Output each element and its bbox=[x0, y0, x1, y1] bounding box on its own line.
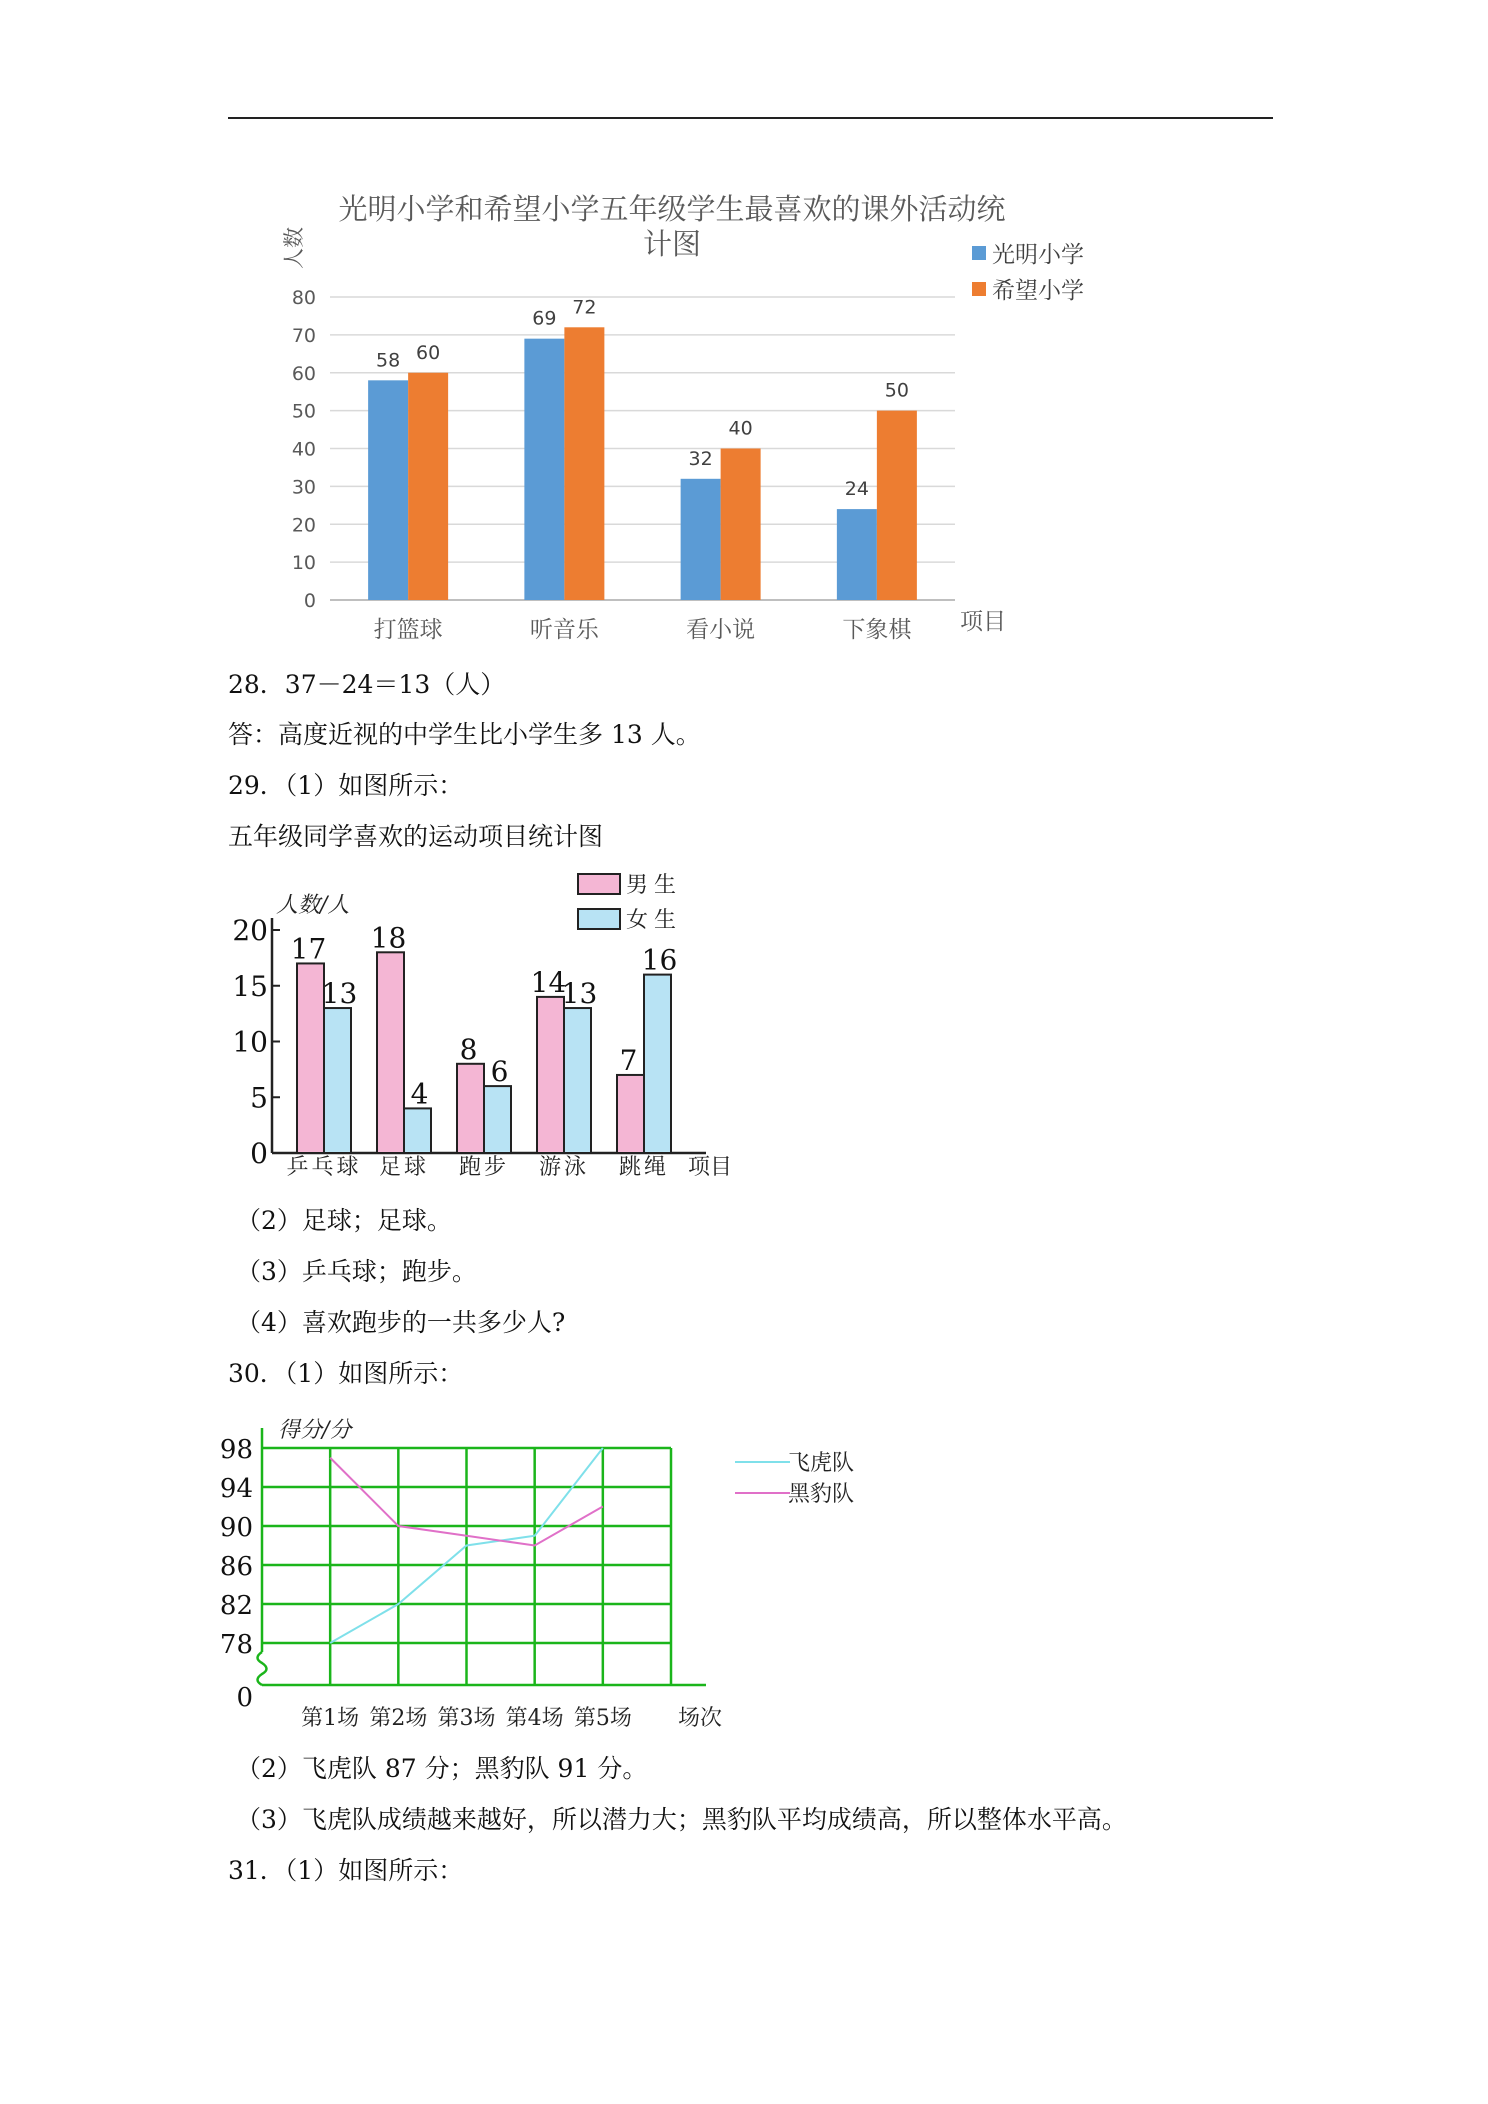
q30-part2: （2）飞虎队 87 分；黑豹队 91 分。 bbox=[236, 1754, 648, 1783]
q30-part3: （3）飞虎队成绩越来越好，所以潜力大；黑豹队平均成绩高，所以整体水平高。 bbox=[236, 1805, 1127, 1834]
chart3-category-label: 第4场 bbox=[505, 1706, 564, 1731]
chart1-legend-label: 光明小学 bbox=[992, 242, 1084, 268]
chart2-data-label: 7 bbox=[619, 1043, 638, 1077]
chart3-legend-label: 黑豹队 bbox=[788, 1482, 855, 1507]
chart2-ylabel: 人数/人 bbox=[276, 893, 350, 918]
chart1-data-label: 50 bbox=[884, 379, 909, 402]
chart2-data-label: 8 bbox=[459, 1032, 478, 1066]
chart1-ytick-label: 40 bbox=[291, 438, 316, 461]
chart1-data-label: 24 bbox=[844, 478, 869, 501]
chart2-ytick-label: 20 bbox=[232, 914, 268, 947]
chart1-ytick-label: 30 bbox=[291, 476, 316, 499]
chart3-xlabel: 场次 bbox=[678, 1706, 723, 1731]
chart3-ytick-label: 82 bbox=[219, 1591, 253, 1621]
chart2-ytick-label: 10 bbox=[232, 1025, 268, 1059]
q28-answer: 答：高度近视的中学生比小学生多 13 人。 bbox=[228, 720, 701, 749]
chart3-ytick-label: 98 bbox=[219, 1435, 253, 1465]
chart1-category-label: 听音乐 bbox=[529, 617, 599, 643]
chart3-category-label: 第5场 bbox=[573, 1706, 632, 1731]
chart2-data-label: 4 bbox=[410, 1077, 429, 1111]
chart2-category-label: 乒乓球 bbox=[286, 1155, 362, 1180]
chart3-category-label: 第3场 bbox=[437, 1706, 496, 1731]
chart3-ytick-label: 86 bbox=[219, 1552, 253, 1582]
chart2-data-label: 18 bbox=[370, 921, 407, 955]
chart2-ytick-label: 15 bbox=[232, 969, 268, 1003]
chart2-legend-label: 女生 bbox=[626, 908, 683, 933]
chart3-ylabel: 得分/分 bbox=[278, 1418, 352, 1443]
chart1-ytick-label: 50 bbox=[291, 400, 316, 423]
chart3-legend-label: 飞虎队 bbox=[788, 1451, 855, 1476]
chart1-ytick-label: 60 bbox=[291, 362, 316, 385]
q29-part1: 29．（1）如图所示： bbox=[228, 771, 464, 800]
chart1-title-line2: 计图 bbox=[642, 227, 702, 261]
chart1-category-label: 下象棋 bbox=[842, 617, 912, 643]
chart1-category-label: 看小说 bbox=[686, 617, 756, 643]
chart2-data-label: 6 bbox=[490, 1055, 509, 1089]
chart2-ytick-label: 0 bbox=[250, 1137, 268, 1170]
chart2-category-label: 游泳 bbox=[538, 1155, 590, 1180]
chart2-category-label: 足球 bbox=[378, 1155, 430, 1180]
chart1-data-label: 32 bbox=[688, 447, 713, 470]
chart1-ylabel: 人数 bbox=[282, 227, 306, 269]
chart1-title-line1: 光明小学和希望小学五年级学生最喜欢的课外活动统 bbox=[338, 192, 1006, 226]
chart2-data-label: 17 bbox=[290, 932, 327, 966]
chart3-category-label: 第1场 bbox=[301, 1706, 360, 1731]
q28-line: 28．37－24＝13（人） bbox=[228, 670, 506, 699]
chart2-data-label: 13 bbox=[321, 977, 358, 1011]
chart1-ytick-label: 80 bbox=[291, 287, 316, 309]
chart3-ytick-label: 0 bbox=[236, 1683, 253, 1713]
chart3-category-label: 第2场 bbox=[369, 1706, 428, 1731]
chart1-data-label: 40 bbox=[728, 417, 753, 440]
chart3-ytick-label: 94 bbox=[219, 1474, 253, 1504]
chart2-category-label: 跑步 bbox=[458, 1155, 510, 1180]
chart2-xlabel: 项目 bbox=[688, 1155, 733, 1180]
q29-caption: 五年级同学喜欢的运动项目统计图 bbox=[228, 822, 604, 851]
chart1-ytick-label: 70 bbox=[291, 324, 316, 347]
chart1-legend-label: 希望小学 bbox=[992, 278, 1084, 304]
chart1-data-label: 58 bbox=[376, 349, 401, 372]
chart1-data-label: 72 bbox=[572, 296, 597, 319]
chart1-data-label: 69 bbox=[532, 307, 557, 330]
chart2-data-label: 14 bbox=[530, 965, 567, 999]
chart1-xlabel: 项目 bbox=[960, 609, 1006, 635]
chart2-data-label: 16 bbox=[641, 943, 678, 977]
q29-part2: （2）足球；足球。 bbox=[236, 1206, 452, 1235]
q30-part1: 30．（1）如图所示： bbox=[228, 1359, 464, 1388]
chart2-ytick-label: 5 bbox=[250, 1081, 268, 1115]
chart3-ytick-label: 78 bbox=[219, 1630, 253, 1660]
chart2-data-label: 13 bbox=[561, 977, 598, 1011]
q31-part1: 31．（1）如图所示： bbox=[228, 1856, 464, 1885]
chart1-ytick-label: 0 bbox=[303, 590, 316, 612]
chart1-data-label: 60 bbox=[416, 341, 441, 364]
chart1-ytick-label: 20 bbox=[291, 514, 316, 537]
chart3-axis-break bbox=[258, 1652, 267, 1685]
chart1-ytick-label: 10 bbox=[291, 552, 316, 575]
q29-part3: （3）乒乓球；跑步。 bbox=[236, 1257, 477, 1286]
q29-part4: （4）喜欢跑步的一共多少人? bbox=[236, 1308, 566, 1337]
chart2-category-label: 跳绳 bbox=[618, 1155, 670, 1180]
chart1-category-label: 打篮球 bbox=[373, 617, 443, 643]
chart3-ytick-label: 90 bbox=[219, 1513, 253, 1543]
chart2-legend-label: 男生 bbox=[626, 873, 683, 898]
